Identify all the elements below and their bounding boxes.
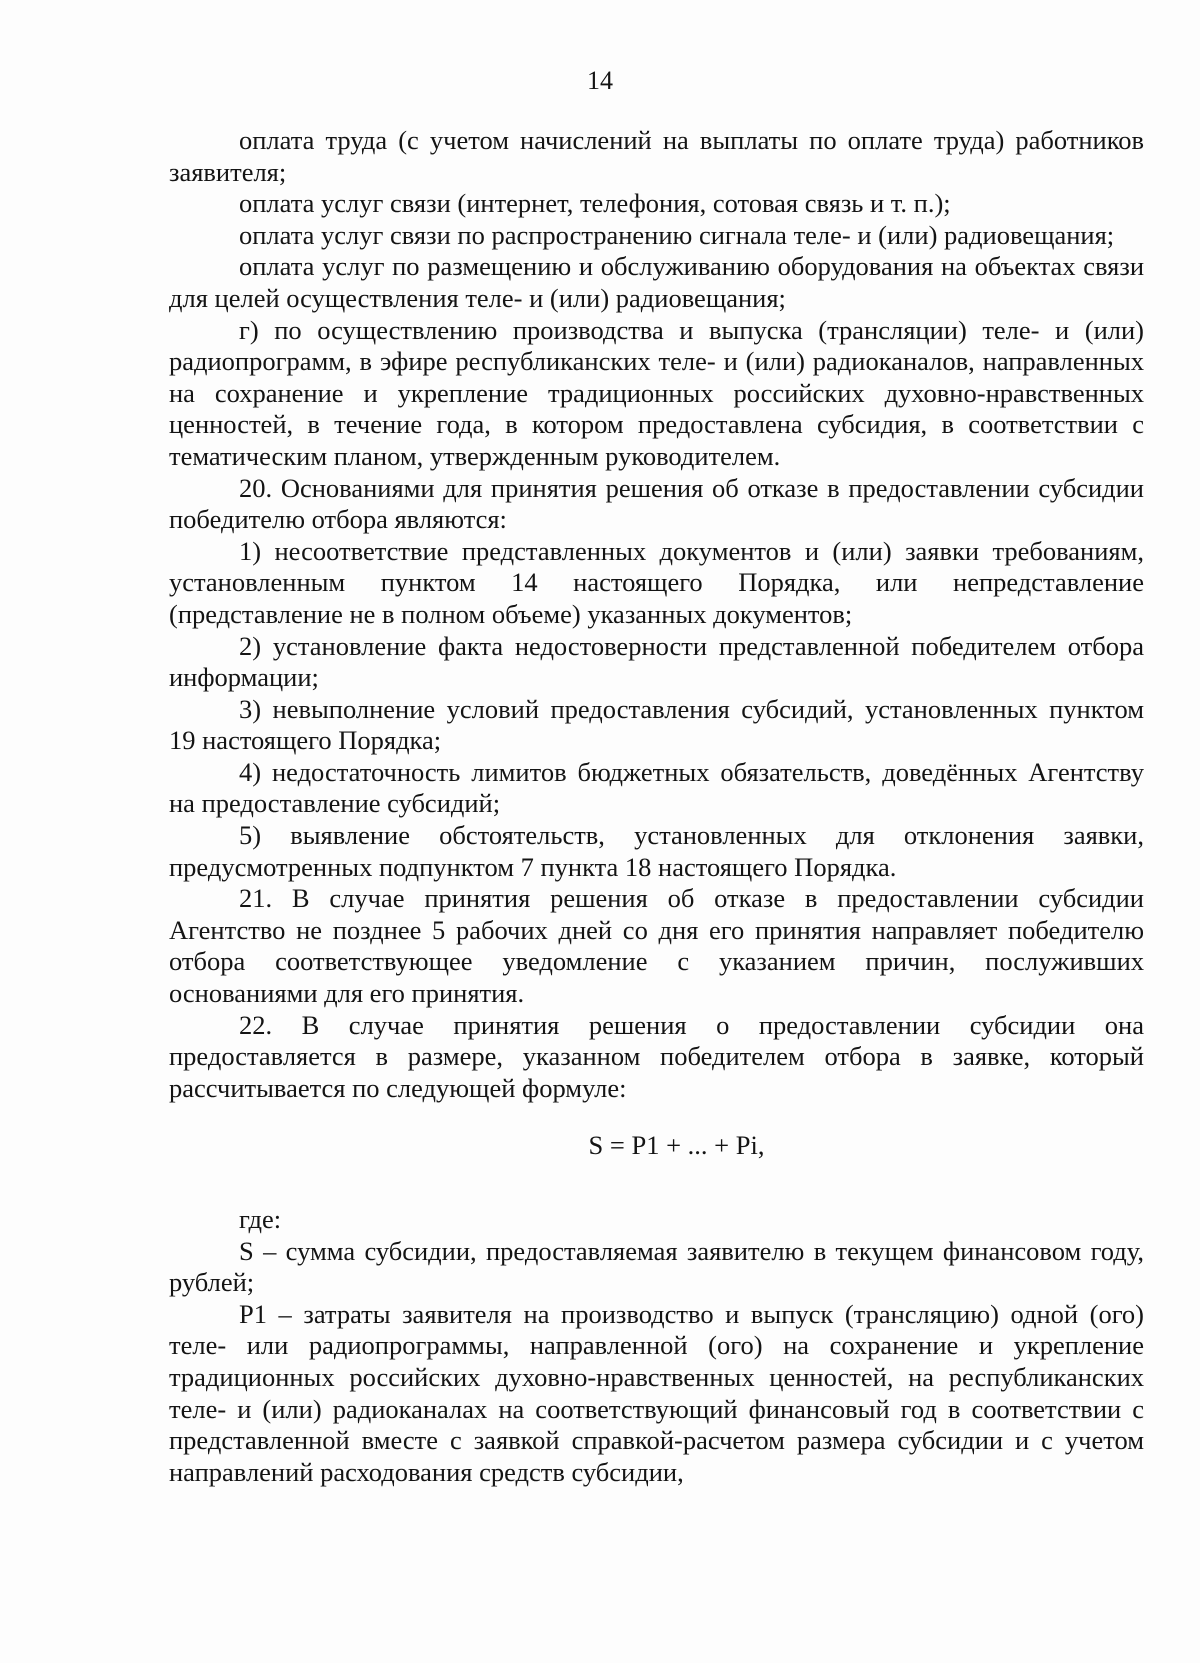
paragraph-clause-20: 20. Основаниями для принятия решения об отказе в предоставлении субсидии победителю отбора являются: [169,472,1144,535]
page-number: 14 [587,66,613,95]
paragraph-definition-s: S – сумма субсидии, предоставляемая заявителю в текущем финансовом году, рублей; [169,1235,1144,1298]
paragraph-clause-20-item-4: 4) недостаточность лимитов бюджетных обязательств, доведённых Агентству на предоставление субсидий; [169,756,1144,819]
paragraph-item-g-production: г) по осуществлению производства и выпуска (трансляции) теле- и (или) радиопрограмм, в эфире республиканских теле- и (или) радиоканалов, направленных на сохранение и укрепление традиционных российских духовно-нравственных ценностей, в течение года, в котором предоставлена субсидия, в соответствии с тематическим планом, утвержденным руководителем. [169,314,1144,471]
paragraph-clause-21: 21. В случае принятия решения об отказе в предоставлении субсидии Агентство не позднее 5 рабочих дней со дня его принятия направляет победителю отбора соответствующее уведомление с указанием причин, послуживших основаниями для его принятия. [169,883,1144,1009]
paragraph-where: где: [239,1204,282,1234]
paragraph-signal-distribution: оплата услуг связи по распространению сигнала теле- и (или) радиовещания; [239,219,1115,250]
paragraph-clause-20-item-5: 5) выявление обстоятельств, установленных для отклонения заявки, предусмотренных подпунктом 7 пункта 18 настоящего Порядка. [169,820,1144,882]
paragraph-clause-20-item-1: 1) несоответствие представленных документов и (или) заявки требованиям, установленным пунктом 14 настоящего Порядка, или непредставление (представление не в полном объеме) указанных документов; [169,535,1144,629]
paragraph-definition-p1: P1 – затраты заявителя на производство и выпуск (трансляцию) одной (ого) теле- или радиопрограммы, направленной (ого) на сохранение и укрепление традиционных российских духовно-нравственных ценностей, на республиканских теле- и (или) радиоканалах на соответствующий финансовый год в соответствии с представленной вместе с заявкой справкой-расчетом размера субсидии и с учетом направлений расходования средств субсидии, [169,1298,1144,1487]
paragraph-equipment-placement: оплата услуг по размещению и обслуживанию оборудования на объектах связи для целей осуществления теле- и (или) радиовещания; [169,251,1144,313]
paragraph-communication-costs: оплата услуг связи (интернет, телефония, сотовая связь и т. п.); [239,188,951,219]
paragraph-clause-20-item-2: 2) установление факта недостоверности представленной победителем отбора информации; [169,630,1144,693]
paragraph-clause-20-item-3: 3) невыполнение условий предоставления субсидий, установленных пунктом 19 настоящего Порядка; [169,693,1144,756]
subsidy-formula [169,1130,1144,1162]
document-body [169,125,1144,1488]
paragraph-labor-costs: оплата труда (с учетом начислений на выплаты по оплате труда) работников заявителя; [169,125,1144,187]
paragraph-clause-22: 22. В случае принятия решения о предоставлении субсидии она предоставляется в размере, указанном победителем отбора в заявке, который рассчитывается по следующей формуле: [169,1009,1144,1103]
formula-text: S = P1 + ... + Pi, [588,1130,765,1161]
